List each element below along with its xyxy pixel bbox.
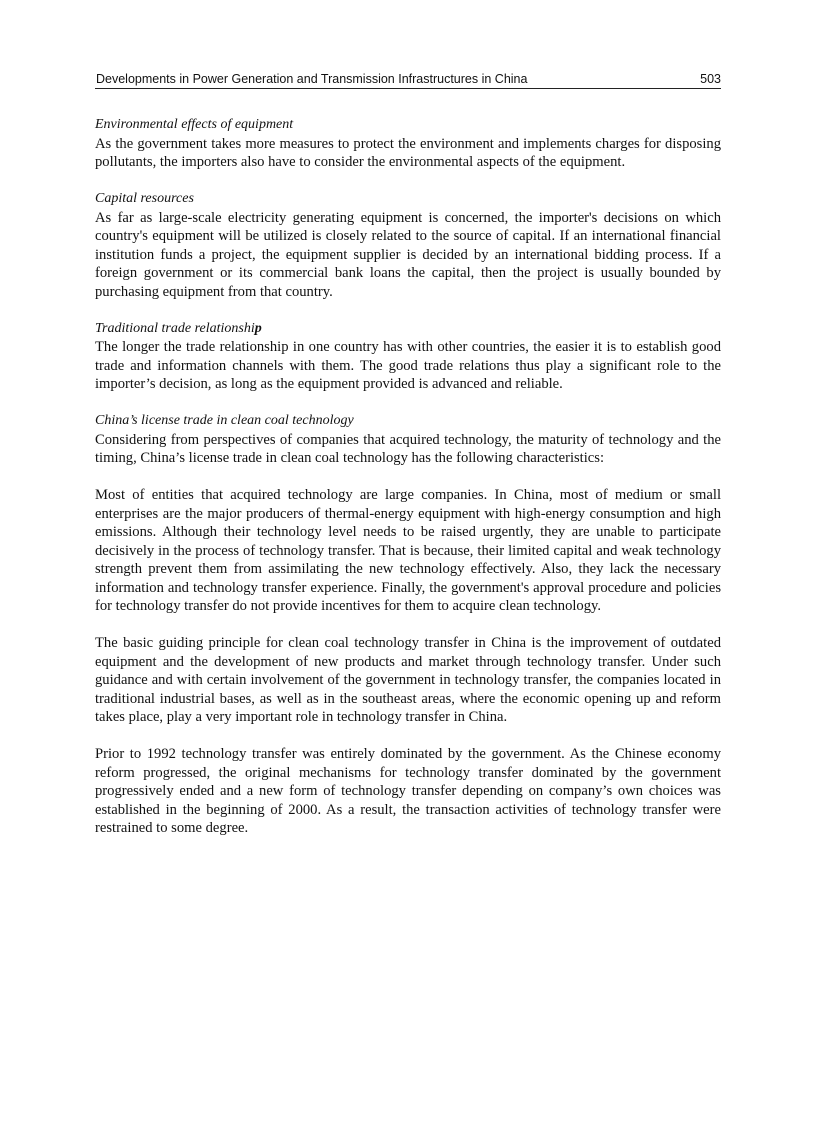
- body-text: [95, 116, 721, 856]
- body-paragraph-prior-1992: Prior to 1992 technology transfer was entirely dominated by the government. As the Chinese economy reform progressed, the original mechanisms for technology transfer dominated by the government progressively ended and a new form of technology transfer depending on company’s own choices was established in the beginning of 2000. As a result, the transaction activities of technology transfer were restrained to some degree.: [95, 746, 721, 836]
- section-heading: [95, 320, 721, 339]
- section-heading-main: Traditional trade relationshi: [95, 320, 255, 336]
- page-number: 503: [700, 72, 721, 86]
- section-heading: Capital resources: [95, 191, 194, 206]
- section-license-trade: [95, 412, 721, 468]
- section-paragraph: Considering from perspectives of companies that acquired technology, the maturity of technology and the timing, China’s license trade in clean coal technology has the following characteristics:: [95, 431, 721, 466]
- section-heading: Environmental effects of equipment: [95, 117, 294, 132]
- section-capital-resources: [95, 190, 721, 301]
- running-header: [95, 71, 721, 89]
- body-paragraph-guiding-principle: The basic guiding principle for clean coal technology transfer in China is the improvement of outdated equipment and the development of new products and market through technology transfer. Under such guidance and with certain involvement of the government in technology transfer, the companies located in traditional industrial bases, as well as in the southeast areas, where the economic opening up and reform takes place, play a very important role in technology transfer in China.: [95, 635, 721, 725]
- section-heading: China’s license trade in clean coal technology: [95, 413, 354, 428]
- body-paragraph-entities: Most of entities that acquired technology are large companies. In China, most of medium or small enterprises are the major producers of thermal-energy equipment with high-energy consumption and high emissions. Although their technology level needs to be raised urgently, they are unable to participate decisively in the process of technology transfer. That is because, their limited capital and weak technology strength prevent them from assimilating the new technology effectively. Also, they lack the necessary information and technology transfer experience. Finally, the government's approval procedure and policies for technology transfer do not provide incentives for them to acquire clean technology.: [95, 487, 721, 614]
- section-environmental-effects: [95, 116, 721, 172]
- section-paragraph: As far as large-scale electricity generating equipment is concerned, the importer's decisions on which country's equipment will be utilized is closely related to the source of capital. If an international financial institution funds a project, the equipment supplier is decided by an international bidding process. If a foreign government or its commercial bank loans the capital, then the project is usually bounded by purchasing equipment from that country.: [95, 209, 721, 300]
- section-paragraph: As the government takes more measures to protect the environment and implements charges for disposing pollutants, the importers also have to consider the environmental aspects of the equipment.: [95, 135, 721, 170]
- section-traditional-trade: [95, 320, 721, 394]
- section-heading-bold-letter: p: [254, 320, 262, 336]
- section-paragraph: The longer the trade relationship in one country has with other countries, the easier it is to establish good trade and information channels with them. The good trade relations thus play a significant role to the importer’s decision, as long as the equipment provided is advanced and reliable.: [95, 339, 721, 392]
- running-title: Developments in Power Generation and Transmission Infrastructures in China: [96, 72, 528, 86]
